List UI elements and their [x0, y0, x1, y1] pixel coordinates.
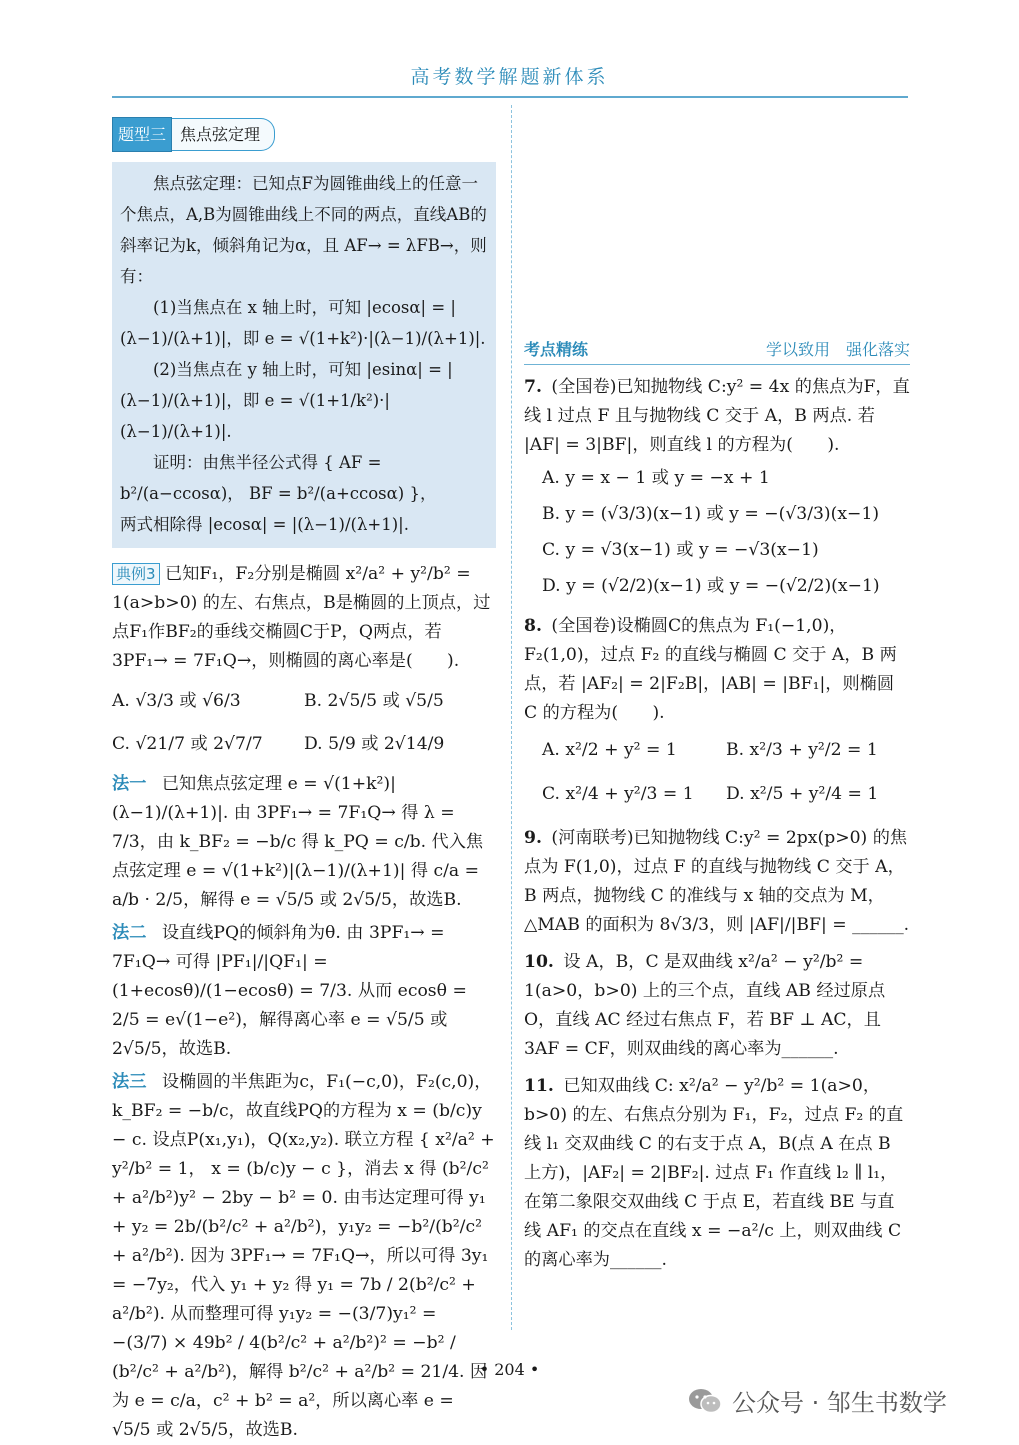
problem-7-option-b: B. y = (√3/3)(x−1) 或 y = −(√3/3)(x−1): [542, 503, 880, 524]
problem-11: [524, 1072, 910, 1275]
problem-9: [524, 824, 910, 940]
problem-7: [524, 373, 910, 460]
header-rule: [112, 96, 908, 98]
theorem-box: [112, 162, 496, 548]
problem-10: [524, 948, 910, 1064]
problem-10-text: 设 A，B，C 是双曲线 x²/a² − y²/b² = 1(a>0，b>0) 上的三个点，直线 AB 经过原点 O，直线 AC 经过右焦点 F，若 BF ⊥ AC，且 3AF = CF，则双曲线的离心率为______.: [524, 952, 886, 1059]
problem-8-number: 8.: [524, 616, 542, 636]
theorem-statement: 焦点弦定理：已知点F为圆锥曲线上的任意一个焦点，A,B为圆锥曲线上不同的两点，直线AB的斜率记为k，倾斜角记为α，且 AF→ = λFB→，则有：: [120, 174, 487, 286]
problem-8-option-c: C. x²/4 + y²/3 = 1: [542, 783, 694, 804]
watermark: [688, 1383, 947, 1418]
practice-motto: 学以致用 强化落实: [765, 340, 910, 359]
method-1-label: 法一: [112, 774, 147, 794]
theorem-case-1: (1)当焦点在 x 轴上时，可知 |ecosα| = |(λ−1)/(λ+1)|，即 e = √(1+k²)·|(λ−1)/(λ+1)|.: [120, 298, 486, 348]
method-3-label: 法三: [112, 1072, 147, 1092]
problem-8-option-b: B. x²/3 + y²/2 = 1: [726, 739, 878, 760]
method-2-text: 设直线PQ的倾斜角为θ. 由 3PF₁→ = 7F₁Q→ 可得 |PF₁|/|QF₁| = (1+ecosθ)/(1−ecosθ) = 7/3. 从而 ecosθ = 2/5 = e√(1−e²)，解得离心率 e = √5/5 或 2√5/5，故选B.: [112, 923, 467, 1059]
method-3-text: 设椭圆的半焦距为c，F₁(−c,0)，F₂(c,0)，k_BF₂ = −b/c，故直线PQ的方程为 x = (b/c)y − c. 设点P(x₁,y₁)，Q(x₂,y₂). 联立方程 { x²/a² + y²/b² = 1， x = (b/c)y − c }，消去 x 得 (b²/c² + a²/b²)y² − 2by − b² = 0. 由韦达定理可得 y₁ + y₂ = 2b/(b²/c² + a²/b²)，y₁y₂ = −b²/(b²/c² + a²/b²). 因为 3PF₁→ = 7F₁Q→，所以可得 3y₁ = −7y₂，代入 y₁ + y₂ 得 y₁ = 7b / 2(b²/c² + a²/b²). 从而整理可得 y₁y₂ = −(3/7)y₁² = −(3/7) × 49b² / 4(b²/c² + a²/b²)² = −b² / (b²/c² + a²/b²)，解得 b²/c² + a²/b² = 21/4. 因为 e = c/a，c² + b² = a²，所以离心率 e = √5/5 或 2√5/5，故选B.: [112, 1072, 495, 1440]
method-2: [112, 919, 496, 1064]
section-title: 焦点弦定理: [172, 118, 275, 151]
problem-7-option-a: A. y = x − 1 或 y = −x + 1: [542, 467, 770, 488]
problem-7-text: (全国卷)已知抛物线 C:y² = 4x 的焦点为F，直线 l 过点 F 且与抛物线 C 交于 A，B 两点. 若 |AF| = 3|BF|，则直线 l 的方程为( ).: [524, 377, 910, 455]
column-divider: [511, 105, 512, 1330]
problem-8-text: (全国卷)设椭圆C的焦点为 F₁(−1,0)，F₂(1,0)，过点 F₂ 的直线与椭圆 C 交于 A，B 两点，若 |AF₂| = 2|F₂B|，|AB| = |BF₁|，则椭圆 C 的方程为( ).: [524, 616, 897, 723]
section-heading: [112, 114, 496, 154]
section-tag: 题型三: [112, 117, 172, 152]
left-column: [112, 108, 496, 1445]
practice-title: 考点精练: [524, 340, 589, 359]
problem-7-number: 7.: [524, 377, 542, 397]
page-header: 高考数学解题新体系: [410, 66, 609, 88]
problem-10-number: 10.: [524, 952, 554, 972]
example-text: 已知F₁，F₂分别是椭圆 x²/a² + y²/b² = 1(a>b>0) 的左、右焦点，B是椭圆的上顶点，过点F₁作BF₂的垂线交椭圆C于P，Q两点，若 3PF₁→ = 7F₁Q→，则椭圆的离心率是( ).: [112, 564, 491, 671]
practice-banner: [524, 334, 910, 365]
problem-8-option-d: D. x²/5 + y²/4 = 1: [726, 783, 879, 804]
method-1: [112, 770, 496, 915]
watermark-text: 公众号 · 邹生书数学: [732, 1389, 947, 1417]
theorem-case-2: (2)当焦点在 y 轴上时，可知 |esinα| = |(λ−1)/(λ+1)|，即 e = √(1+1/k²)·|(λ−1)/(λ+1)|.: [120, 360, 453, 441]
example-options: [112, 680, 496, 766]
theorem-proof: 证明：由焦半径公式得 { AF = b²/(a−ccosα)， BF = b²/(a+ccosα) }，: [120, 453, 437, 503]
problem-7-option-c: C. y = √3(x−1) 或 y = −√3(x−1): [542, 539, 819, 560]
method-2-label: 法二: [112, 923, 147, 943]
problem-8: [524, 612, 910, 728]
page-number: • 204 •: [479, 1360, 540, 1379]
example-option-d: D. 5/9 或 2√14/9: [304, 734, 445, 754]
problem-9-text: (河南联考)已知抛物线 C:y² = 2px(p>0) 的焦点为 F(1,0)，过点 F 的直线与抛物线 C 交于 A，B 两点，抛物线 C 的准线与 x 轴的交点为 M，△MAB 的面积为 8√3/3，则 |AF|/|BF| = ______.: [524, 828, 910, 935]
example-option-b: B. 2√5/5 或 √5/5: [304, 691, 444, 711]
wechat-icon: [688, 1388, 722, 1414]
right-column: [524, 330, 910, 1275]
problem-8-options: [524, 728, 910, 816]
problem-11-text: 已知双曲线 C: x²/a² − y²/b² = 1(a>0，b>0) 的左、右焦点分别为 F₁，F₂，过点 F₂ 的直线 l₁ 交双曲线 C 的右支于点 A，B(点 A 在点 B 上方)，|AF₂| = 2|BF₂|. 过点 F₁ 作直线 l₂ ∥ l₁，在第二象限交双曲线 C 于点 E，若直线 BE 与直线 AF₁ 的交点在直线 x = −a²/c 上，则双曲线 C 的离心率为______.: [524, 1076, 904, 1270]
problem-8-option-a: A. x²/2 + y² = 1: [542, 739, 677, 760]
example-tag: 典例3: [112, 563, 160, 585]
problem-9-number: 9.: [524, 828, 542, 848]
problem-11-number: 11.: [524, 1076, 554, 1096]
problem-7-option-d: D. y = (√2/2)(x−1) 或 y = −(√2/2)(x−1): [542, 575, 880, 596]
example-problem: [112, 560, 496, 676]
method-3: [112, 1068, 496, 1445]
example-option-c: C. √21/7 或 2√7/7: [112, 734, 263, 754]
theorem-conclusion: 两式相除得 |ecosα| = |(λ−1)/(λ+1)|.: [120, 515, 409, 534]
method-1-text: 已知焦点弦定理 e = √(1+k²)|(λ−1)/(λ+1)|. 由 3PF₁→ = 7F₁Q→ 得 λ = 7/3，由 k_BF₂ = −b/c 得 k_PQ = c/b. 代入焦点弦定理 e = √(1+k²)|(λ−1)/(λ+1)| 得 c/a = a/b · 2/5，解得 e = √5/5 或 2√5/5，故选B.: [112, 774, 484, 910]
example-option-a: A. √3/3 或 √6/3: [112, 691, 241, 711]
